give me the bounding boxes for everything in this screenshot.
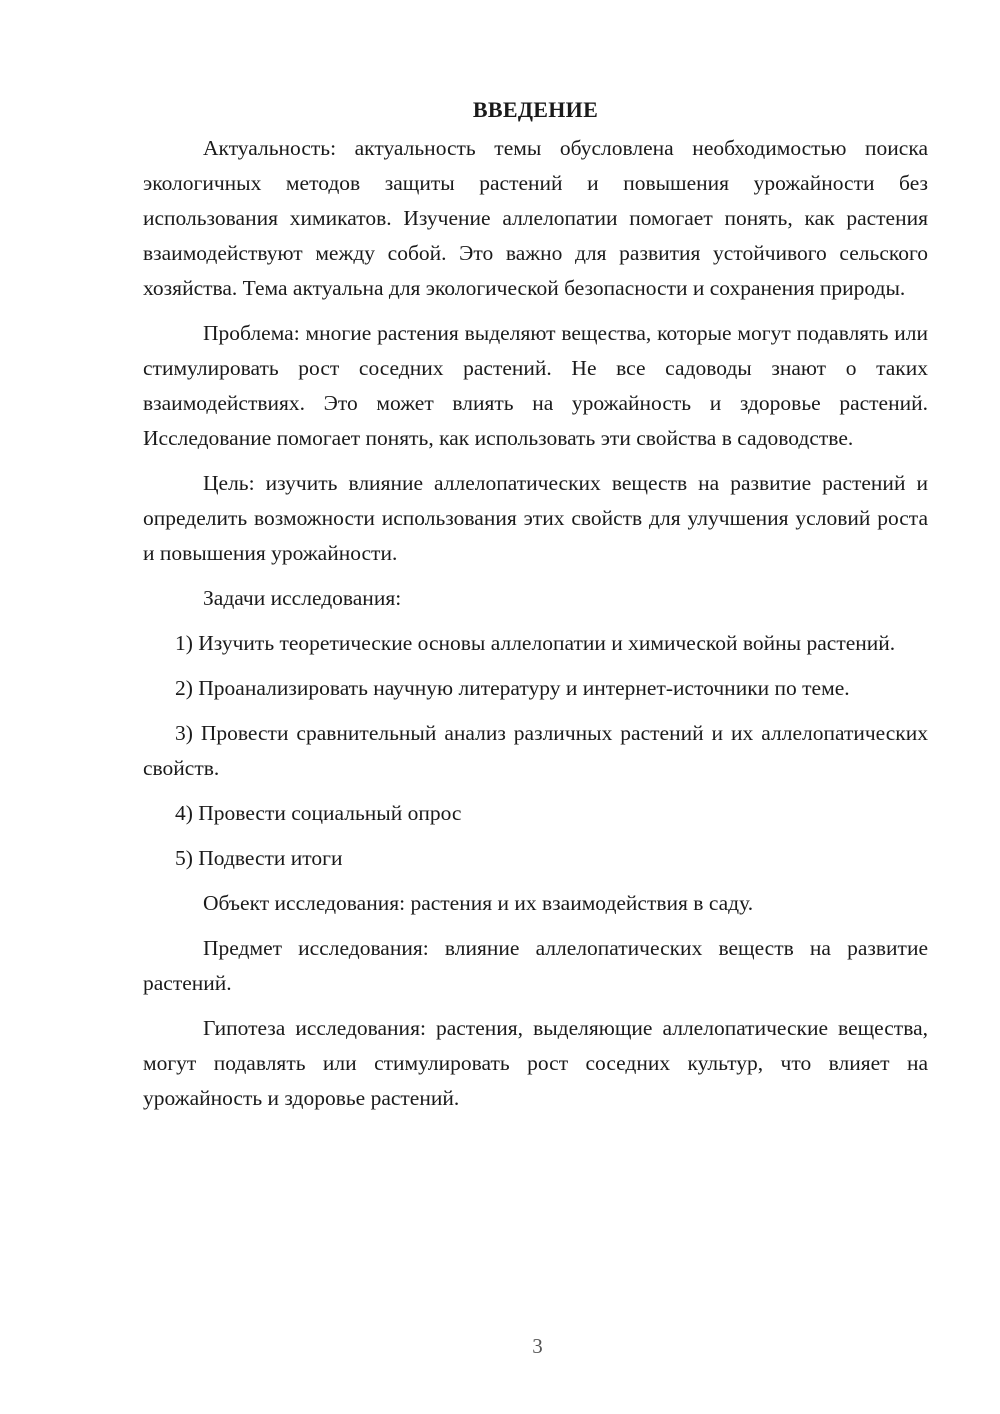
- document-page: [143, 92, 928, 1126]
- page-title: ВВЕДЕНИЕ: [472, 97, 599, 122]
- list-item: 3) Провести сравнительный анализ различных растений и их аллелопатических свойств.: [143, 721, 928, 780]
- object-paragraph: Объект исследования: растения и их взаимодействия в саду.: [203, 891, 754, 915]
- tasks-heading: Задачи исследования:: [203, 586, 402, 610]
- list-item: 1) Изучить теоретические основы аллелопатии и химической войны растений.: [175, 631, 896, 655]
- hypothesis-paragraph: Гипотеза исследования: растения, выделяющие аллелопатические вещества, могут подавлять или стимулировать рост соседних культур, что влияет на урожайность и здоровье растений.: [143, 1016, 928, 1110]
- tasks-list: [143, 626, 928, 876]
- page-number: 3: [532, 1334, 543, 1358]
- list-item: 2) Проанализировать научную литературу и интернет-источники по теме.: [175, 676, 850, 700]
- goal-paragraph: Цель: изучить влияние аллелопатических веществ на развитие растений и определить возможности использования этих свойств для улучшения условий роста и повышения урожайности.: [143, 471, 928, 565]
- subject-paragraph: Предмет исследования: влияние аллелопатических веществ на развитие растений.: [143, 936, 928, 995]
- relevance-paragraph: Актуальность: актуальность темы обусловлена необходимостью поиска экологичных методов защиты растений и повышения урожайности без использования химикатов. Изучение аллелопатии помогает понять, как растения взаимодействуют между собой. Это важно для развития устойчивого сельского хозяйства. Тема актуальна для экологической безопасности и сохранения природы.: [143, 136, 928, 300]
- list-item: 4) Провести социальный опрос: [175, 801, 462, 825]
- list-item: 5) Подвести итоги: [175, 846, 343, 870]
- problem-paragraph: Проблема: многие растения выделяют вещества, которые могут подавлять или стимулировать рост соседних растений. Не все садоводы знают о таких взаимодействиях. Это может влиять на урожайность и здоровье растений. Исследование помогает понять, как использовать эти свойства в садоводстве.: [143, 321, 928, 450]
